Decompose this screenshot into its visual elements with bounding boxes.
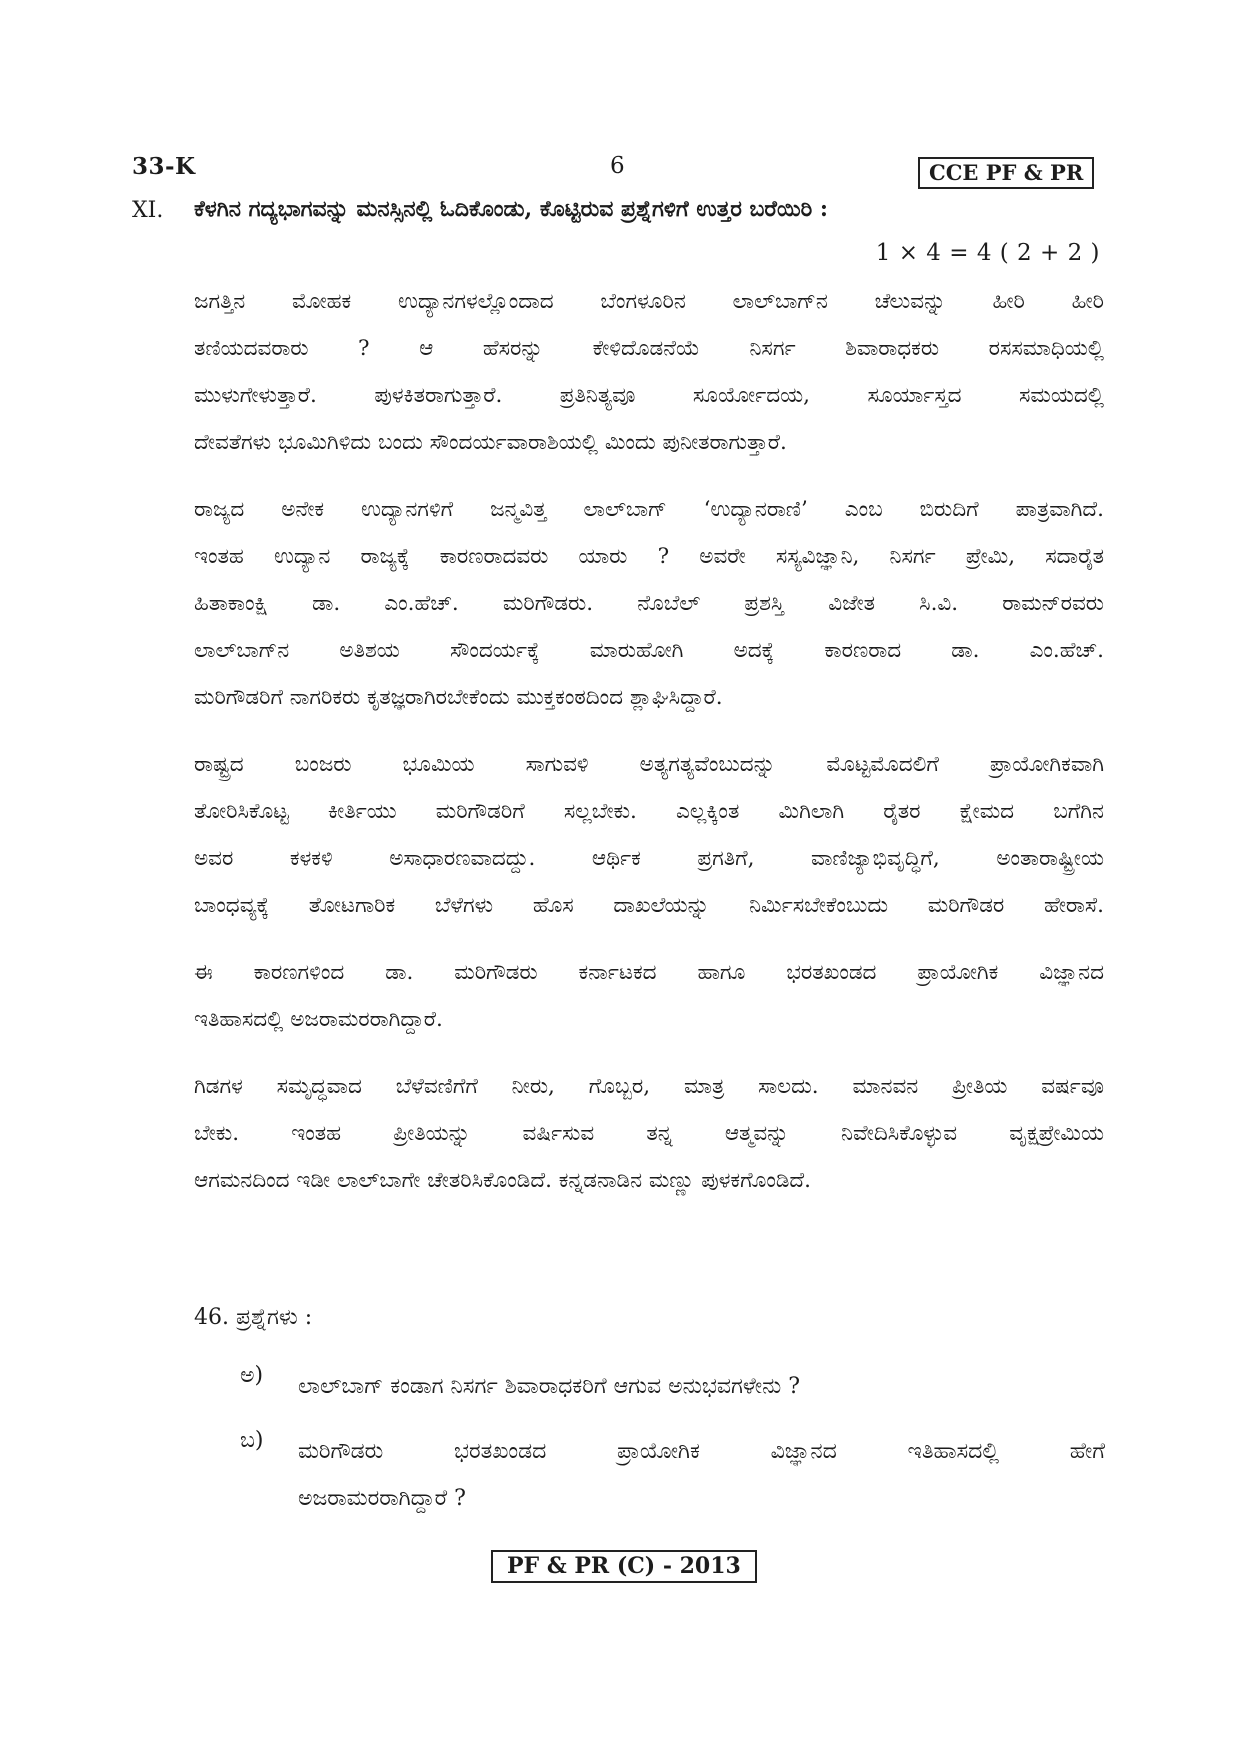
passage-line: ಲಾಲ್‌ಬಾಗ್‌ನ ಅತಿಶಯ ಸೌಂದರ್ಯಕ್ಕೆ ಮಾರುಹೋಗಿ ಅದಕ್ಕೆ ಕಾರಣರಾದ ಡಾ. ಎಂ.ಹೆಚ್.	[194, 638, 1104, 663]
passage-line: ಗಿಡಗಳ ಸಮೃದ್ಧವಾದ ಬೆಳೆವಣಿಗೆಗೆ ನೀರು, ಗೊಬ್ಬರ, ಮಾತ್ರ ಸಾಲದು. ಮಾನವನ ಪ್ರೀತಿಯ ವರ್ಷವೂ	[194, 1074, 1104, 1099]
exam-series-box: CCE PF & PR	[918, 157, 1094, 189]
passage-line: ಮುಳುಗೇಳುತ್ತಾರೆ. ಪುಳಕಿತರಾಗುತ್ತಾರೆ. ಪ್ರತಿನಿತ್ಯವೂ ಸೂರ್ಯೋದಯ, ಸೂರ್ಯಾಸ್ತದ ಸಮಯದಲ್ಲಿ	[194, 383, 1104, 408]
question-line: ಮರಿಗೌಡರು ಭರತಖಂಡದ ಪ್ರಾಯೋಗಿಕ ವಿಜ್ಞಾನದ ಇತಿಹಾಸದಲ್ಲಿ ಹೇಗೆ	[298, 1439, 1105, 1464]
passage-line: ಮರಿಗೌಡರಿಗೆ ನಾಗರಿಕರು ಕೃತಜ್ಞರಾಗಿರಬೇಕೆಂದು ಮುಕ್ತಕಂಠದಿಂದ ಶ್ಲಾಘಿಸಿದ್ದಾರೆ.	[194, 685, 723, 710]
question-text	[298, 1428, 1105, 1522]
passage-line: ಆಗಮನದಿಂದ ಇಡೀ ಲಾಲ್‌ಬಾಗೇ ಚೇತರಿಸಿಕೊಂಡಿದೆ. ಕನ್ನಡನಾಡಿನ ಮಣ್ಣು ಪುಳಕಗೊಂಡಿದೆ.	[194, 1168, 811, 1193]
question-line: ಲಾಲ್‌ಬಾಗ್ ಕಂಡಾಗ ನಿಸರ್ಗ ಶಿವಾರಾಧಕರಿಗೆ ಆಗುವ ಅನುಭವಗಳೇನು ?	[298, 1374, 801, 1399]
paper-code: 33-K	[132, 153, 196, 180]
passage-line: ರಾಜ್ಯದ ಅನೇಕ ಉದ್ಯಾನಗಳಿಗೆ ಜನ್ಮವಿತ್ತ ಲಾಲ್‌ಬಾಗ್ ‘ಉದ್ಯಾನರಾಣಿ’ ಎಂಬ ಬಿರುದಿಗೆ ಪಾತ್ರವಾಗಿದೆ.	[194, 497, 1104, 522]
question-label: ಬ)	[240, 1428, 264, 1453]
passage-line: ಇಂತಹ ಉದ್ಯಾನ ರಾಜ್ಯಕ್ಕೆ ಕಾರಣರಾದವರು ಯಾರು ? ಅವರೇ ಸಸ್ಯವಿಜ್ಞಾನಿ, ನಿಸರ್ಗ ಪ್ರೇಮಿ, ಸದಾರೈತ	[194, 544, 1104, 569]
question-text	[298, 1363, 1105, 1410]
passage-line: ಇತಿಹಾಸದಲ್ಲಿ ಅಜರಾಮರರಾಗಿದ್ದಾರೆ.	[194, 1007, 443, 1032]
passage-line: ತಣಿಯದವರಾರು ? ಆ ಹೆಸರನ್ನು ಕೇಳಿದೊಡನೆಯೆ ನಿಸರ್ಗ ಶಿವಾರಾಧಕರು ರಸಸಮಾಧಿಯಲ್ಲಿ	[194, 336, 1104, 361]
passage-line: ತೋರಿಸಿಕೊಟ್ಟ ಕೀರ್ತಿಯು ಮರಿಗೌಡರಿಗೆ ಸಲ್ಲಬೇಕು. ಎಲ್ಲಕ್ಕಿಂತ ಮಿಗಿಲಾಗಿ ರೈತರ ಕ್ಷೇಮದ ಬಗೆಗಿನ	[194, 799, 1104, 824]
passage-line: ಬೇಕು. ಇಂತಹ ಪ್ರೀತಿಯನ್ನು ವರ್ಷಿಸುವ ತನ್ನ ಆತ್ಮವನ್ನು ನಿವೇದಿಸಿಕೊಳ್ಳುವ ವೃಕ್ಷಪ್ರೇಮಿಯ	[194, 1121, 1104, 1146]
section-number: XI.	[132, 198, 164, 223]
passage-line: ದೇವತೆಗಳು ಭೂಮಿಗಿಳಿದು ಬಂದು ಸೌಂದರ್ಯವಾರಾಶಿಯಲ್ಲಿ ಮಿಂದು ಪುನೀತರಾಗುತ್ತಾರೆ.	[194, 430, 787, 455]
passage-paragraph-4	[194, 949, 1104, 1043]
passage-paragraph-1	[194, 278, 1104, 466]
passage-line: ರಾಷ್ಟ್ರದ ಬಂಜರು ಭೂಮಿಯ ಸಾಗುವಳಿ ಅತ್ಯಗತ್ಯವೆಂಬುದನ್ನು ಮೊಟ್ಟಮೊದಲಿಗೆ ಪ್ರಾಯೋಗಿಕವಾಗಿ	[194, 752, 1104, 777]
footer-exam-code: PF & PR (C) - 2013	[491, 1550, 757, 1583]
passage-line: ಅವರ ಕಳಕಳಿ ಅಸಾಧಾರಣವಾದದ್ದು. ಆರ್ಥಿಕ ಪ್ರಗತಿಗೆ, ವಾಣಿಜ್ಯಾಭಿವೃದ್ಧಿಗೆ, ಅಂತಾರಾಷ್ಟ್ರೀಯ	[194, 846, 1104, 871]
passage-line: ಈ ಕಾರಣಗಳಿಂದ ಡಾ. ಮರಿಗೌಡರು ಕರ್ನಾಟಕದ ಹಾಗೂ ಭರತಖಂಡದ ಪ್ರಾಯೋಗಿಕ ವಿಜ್ಞಾನದ	[194, 960, 1104, 985]
passage-paragraph-5	[194, 1063, 1104, 1204]
reading-passage	[194, 278, 1104, 1224]
passage-line: ಬಾಂಧವ್ಯಕ್ಕೆ ತೋಟಗಾರಿಕ ಬೆಳೆಗಳು ಹೊಸ ದಾಖಲೆಯನ್ನು ನಿರ್ಮಿಸಬೇಕೆಂಬುದು ಮರಿಗೌಡರ ಹೇರಾಸೆ.	[194, 893, 1104, 918]
section-instruction: ಕೆಳಗಿನ ಗದ್ಯಭಾಗವನ್ನು ಮನಸ್ಸಿನಲ್ಲಿ ಓದಿಕೊಂಡು, ಕೊಟ್ಟಿರುವ ಪ್ರಶ್ನೆಗಳಿಗೆ ಉತ್ತರ ಬರೆಯಿರಿ :	[194, 196, 828, 222]
passage-line: ಜಗತ್ತಿನ ಮೋಹಕ ಉದ್ಯಾನಗಳಲ್ಲೊಂದಾದ ಬೆಂಗಳೂರಿನ ಲಾಲ್‌ಬಾಗ್‌ನ ಚೆಲುವನ್ನು ಹೀರಿ ಹೀರಿ	[194, 289, 1104, 314]
marks-allocation: 1 × 4 = 4 ( 2 + 2 )	[875, 240, 1100, 266]
question-label: ಅ)	[240, 1363, 264, 1388]
page-number: 6	[610, 153, 625, 179]
questions-heading: 46. ಪ್ರಶ್ನೆಗಳು :	[194, 1305, 313, 1330]
question-line: ಅಜರಾಮರರಾಗಿದ್ದಾರೆ ?	[298, 1486, 466, 1511]
passage-paragraph-2	[194, 486, 1104, 721]
passage-paragraph-3	[194, 741, 1104, 929]
passage-line: ಹಿತಾಕಾಂಕ್ಷಿ ಡಾ. ಎಂ.ಹೆಚ್. ಮರಿಗೌಡರು. ನೊಬೆಲ್ ಪ್ರಶಸ್ತಿ ವಿಜೇತ ಸಿ.ವಿ. ರಾಮನ್‌ರವರು	[194, 591, 1104, 616]
